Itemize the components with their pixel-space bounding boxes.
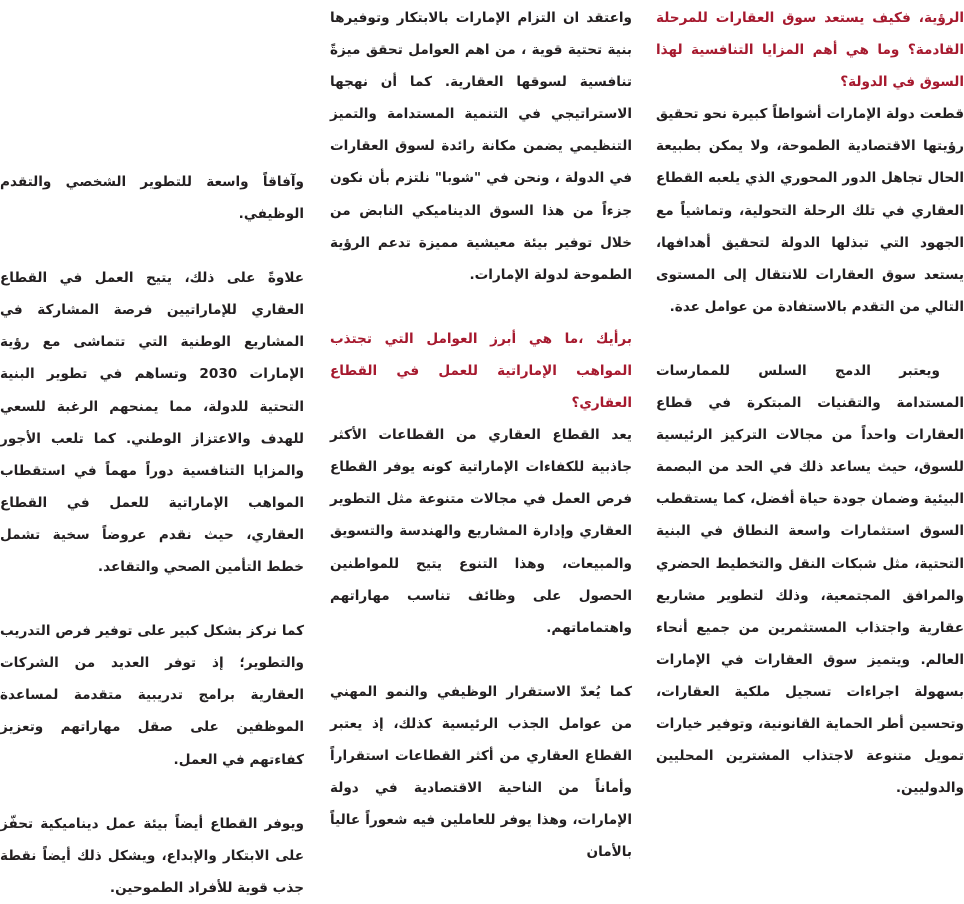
answer-paragraph: كما نركز بشكل كبير على توفير فرص التدريب والتطوير؛ إذ توفر العديد من الشركات العقارية برامج تدريبية متقدمة لمساعدة الموظفين على صقل مهاراتهم وتعزيز كفاءتهم في العمل. xyxy=(0,623,304,768)
column-left xyxy=(0,166,304,904)
answer-paragraph: يعد القطاع العقاري من القطاعات الأكثر جاذبية للكفاءات الإماراتية كونه يوفر القطاع فرص العمل في مجالات متنوعة مثل التطوير العقاري وإدارة المشاريع والهندسة والتسويق والمبيعات، وهذا التنوع يتيح للمواطنين الحصول على وظائف تناسب مهاراتهم واهتماماتهم. xyxy=(330,427,632,636)
paragraph-gap xyxy=(0,776,304,808)
answer-paragraph: ويعتبر الدمج السلس للممارسات المستدامة والتقنيات المبتكرة في قطاع العقارات واحداً من مجالات التركيز الرئيسية للسوق، حيث يساعد ذلك في الحد من البصمة البيئية وضمان جودة حياة أفضل، كما يستقطب السوق استثمارات واسعة النطاق في البنية التحتية، مثل شبكات النقل والتخطيط الحضري والمرافق المجتمعية، وذلك لتطوير مشاريع عقارية واجتذاب المستثمرين من جميع أنحاء العالم. ويتميز سوق العقارات في الإمارات بسهولة اجراءات تسجيل ملكية العقارات، وتحسين أطر الحماية القانونية، وتوفير خيارات تمويل متنوعة لاجتذاب المشترين المحليين والدوليين. xyxy=(656,362,964,797)
paragraph-gap xyxy=(330,291,632,323)
paragraph-gap xyxy=(0,583,304,615)
answer-paragraph: وآفاقاً واسعة للتطوير الشخصي والتقدم الوظيفي. xyxy=(0,174,304,223)
paragraph-gap xyxy=(330,644,632,676)
column-right xyxy=(656,2,964,804)
answer-paragraph: علاوةً على ذلك، يتيح العمل في القطاع العقاري للإماراتيين فرصة المشاركة في المشاريع الوطنية التي تتماشى مع رؤية الإمارات 2030 وتساهم في تطوير البنية التحتية للدولة، مما يمنحهم الرغبة للسعي للهدف والاعتزاز الوطني. كما تلعب الأجور والمزايا التنافسية دوراً مهماً في استقطاب المواهب الإماراتية للعمل في القطاع العقاري، حيث نقدم عروضاً سخية تشمل خطط التأمين الصحي والتقاعد. xyxy=(0,270,304,576)
answer-paragraph: ويوفر القطاع أيضاً بيئة عمل ديناميكية تحفّز على الابتكار والإبداع، ويشكل ذلك أيضاً نقطة جذب قوية للأفراد الطموحين. xyxy=(0,815,304,896)
paragraph-gap xyxy=(656,323,964,355)
paragraph-gap xyxy=(0,230,304,262)
answer-paragraph: كما يُعدّ الاستقرار الوظيفي والنمو المهني من عوامل الجذب الرئيسية كذلك، إذ يعتبر القطاع العقاري من أكثر القطاعات استقراراً وأماناً من الناحية الاقتصادية في دولة الإمارات، وهذا يوفر للعاملين فيه شعوراً عالياً بالأمان xyxy=(330,683,632,861)
interview-question: برأيك ،ما هي أبرز العوامل التي تجتذب المواهب الإماراتية للعمل في القطاع العقاري؟ xyxy=(330,330,632,412)
answer-paragraph: واعتقد ان التزام الإمارات بالابتكار وتوفيرها بنية تحتية قوية ، من اهم العوامل تحقق ميزةً تنافسية لسوقها العقارية. كما أن نهجها الاستراتيجي في التنمية المستدامة والتميز التنظيمي يضمن مكانة رائدة لسوق العقارات في الدولة ، ونحن في "شوبا" نلتزم بأن نكون جزءاً من هذا السوق الديناميكي النابض من خلال توفير بيئة معيشية مميزة تدعم الرؤية الطموحة لدولة الإمارات. xyxy=(330,10,632,283)
answer-paragraph: قطعت دولة الإمارات أشواطاً كبيرة نحو تحقيق رؤيتها الاقتصادية الطموحة، ولا يمكن بطبيعة الحال تجاهل الدور المحوري الذي يلعبه القطاع العقاري في تلك الرحلة التحولية، وتماشياً مع الجهود التي تبذلها الدولة لتحقيق أهدافها، يستعد سوق العقارات للانتقال إلى المستوى التالي من التقدم بالاستفادة من عوامل عدة. xyxy=(656,106,964,315)
interview-question: الرؤية، فكيف يستعد سوق العقارات للمرحلة القادمة؟ وما هي أهم المزايا التنافسية لهذا السوق في الدولة؟ xyxy=(656,10,964,91)
column-middle xyxy=(330,2,632,868)
